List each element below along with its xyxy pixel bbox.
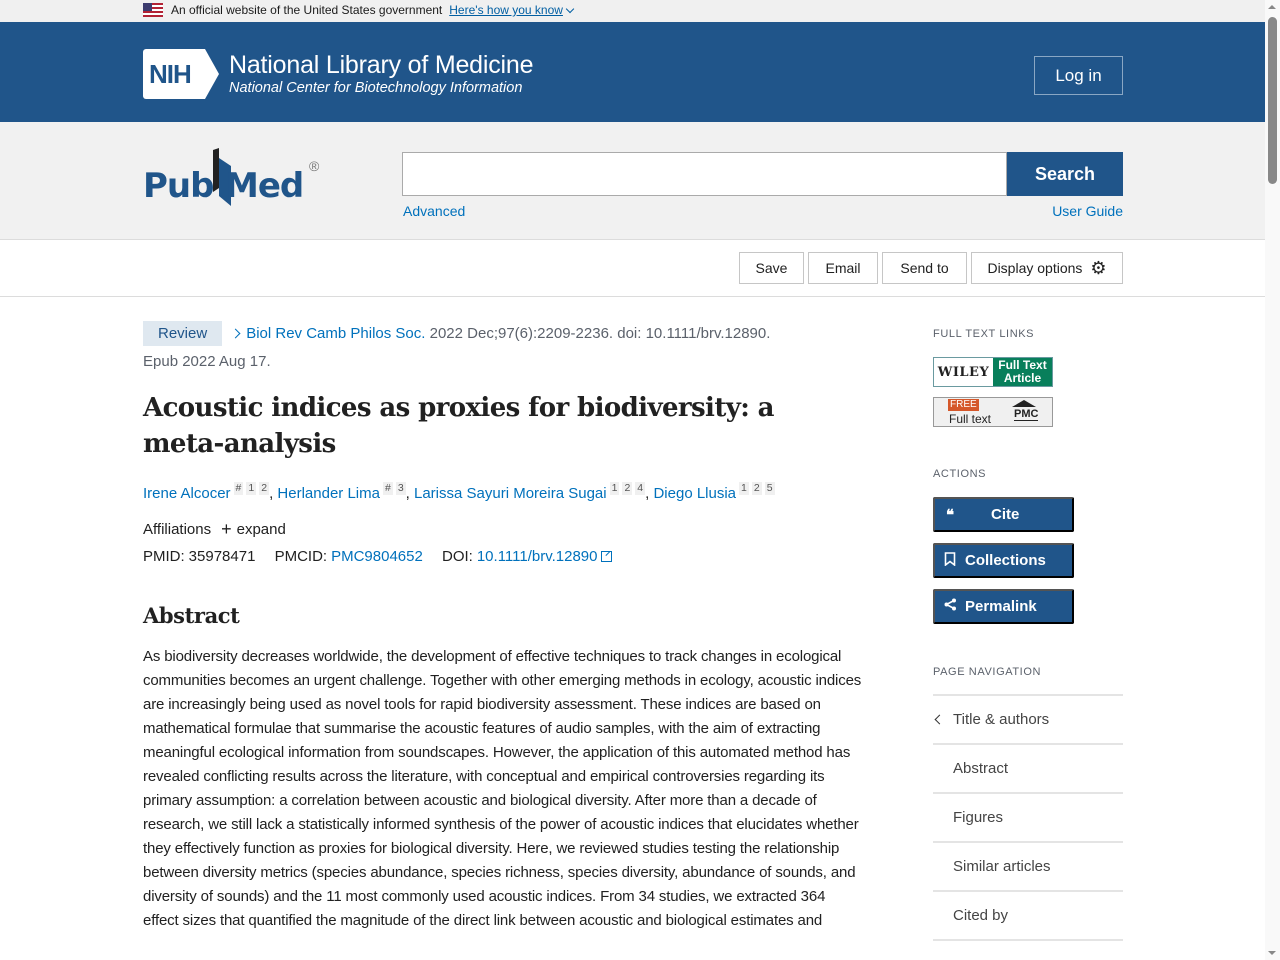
login-button[interactable]: Log in xyxy=(1034,56,1123,95)
affiliation-sup[interactable]: 1 xyxy=(741,482,747,494)
author-separator: , xyxy=(405,485,414,502)
article-title: Acoustic indices as proxies for biodiversity: a meta-analysis xyxy=(143,393,774,459)
permalink-label: Permalink xyxy=(965,598,1037,615)
page-navigation xyxy=(933,694,1123,959)
pmid-value: 35978471 xyxy=(188,548,256,565)
affiliation-sup[interactable]: 2 xyxy=(624,482,631,494)
display-options-label: Display options xyxy=(987,260,1083,276)
abstract-heading: Abstract xyxy=(143,603,240,628)
doi-link[interactable]: 10.1111/brv.12890 xyxy=(477,548,612,565)
search-area xyxy=(0,122,1265,240)
send-to-button[interactable]: Send to xyxy=(882,252,967,284)
affiliation-sup[interactable]: 2 xyxy=(261,482,268,494)
affiliation-sup[interactable]: 1 xyxy=(611,482,618,494)
nih-header xyxy=(0,22,1265,122)
affiliations-label: Affiliations xyxy=(143,520,212,538)
plus-icon: + xyxy=(221,519,232,539)
expand-label: expand xyxy=(236,520,286,538)
scroll-up-arrow-icon[interactable] xyxy=(1268,5,1276,9)
full-text-links-heading: FULL TEXT LINKS xyxy=(933,328,1035,340)
full-text-label: Full text xyxy=(949,412,992,426)
pmc-free-full-text-link[interactable] xyxy=(933,397,1053,427)
free-badge: FREE xyxy=(950,399,977,410)
abstract-text: As biodiversity decreases worldwide, the development of effective techniques to track changes in ecological communities becomes an urgent challenge. Together with other emerging methods in ecology, acoustic indices are increasingly being used as novel tools for rapid biodiversity assessment. These indices are based on mathematical formulae that summarise the acoustic features of audio samples, with the aim of extracting meaningful ecological information from soundscapes. However, the application of this automated method has revealed conflicting results across the literature, with conceptual and empirical controversies regarding its primary assumption: a correlation between acoustic and biological diversity. After more than a decade of research, we still lack a statistically informed synthesis of the power of acoustic indices that elucidates whether they effectively function as proxies for biological diversity. Here, we reviewed studies testing the relationship between diversity metrics (species abundance, species richness, species diversity, abundance of sounds, and diversity of sounds) and the 11 most commonly used acoustic indices. From 34 studies, we extracted 364 effect sizes that quantified the magnitude of the direct link between acoustic and biological estimates and xyxy=(143,648,862,929)
author-link[interactable]: Larissa Sayuri Moreira Sugai xyxy=(414,485,607,502)
page-nav-cited-by[interactable]: Cited by xyxy=(933,890,1123,939)
registered-mark: ® xyxy=(309,158,320,174)
cite-button[interactable] xyxy=(933,497,1074,532)
actions-heading: ACTIONS xyxy=(933,468,987,480)
us-flag-icon xyxy=(143,3,163,17)
affiliations-toggle[interactable] xyxy=(143,520,286,538)
scrollbar-thumb[interactable] xyxy=(1268,17,1277,184)
affiliation-sup[interactable]: 2 xyxy=(753,482,760,494)
quote-icon: ❝ xyxy=(945,506,955,524)
page-scrollbar[interactable] xyxy=(1265,0,1280,960)
nlm-title: National Library of Medicine xyxy=(229,51,534,79)
pubmed-logo-link[interactable] xyxy=(143,148,328,212)
search-button[interactable]: Search xyxy=(1007,152,1123,196)
display-options-button[interactable] xyxy=(971,252,1123,284)
chevron-left-icon xyxy=(935,715,945,725)
chevron-down-icon xyxy=(566,5,574,13)
scroll-down-arrow-icon[interactable] xyxy=(1268,951,1276,955)
wiley-line2: Article xyxy=(1003,371,1042,385)
author-link[interactable]: Irene Alcocer xyxy=(143,485,231,502)
chevron-right-icon xyxy=(231,329,241,339)
citation-line xyxy=(143,320,863,376)
gov-banner xyxy=(0,0,1265,22)
page-nav-abstract[interactable]: Abstract xyxy=(933,743,1123,792)
pmcid-label: PMCID: xyxy=(274,548,328,565)
affiliation-sup[interactable]: 4 xyxy=(637,482,644,494)
external-link-icon xyxy=(601,551,612,562)
page-nav-figures[interactable]: Figures xyxy=(933,792,1123,841)
ncbi-subtitle: National Center for Biotechnology Information xyxy=(229,80,523,96)
citation-details: 2022 Dec;97(6):2209-2236. doi: 10.1111/brv.12890. xyxy=(429,325,771,342)
gov-banner-text: An official website of the United States government xyxy=(171,3,443,17)
article-toolbar xyxy=(0,241,1265,297)
pmc-building-icon: PMC xyxy=(1007,400,1040,424)
user-guide-link[interactable]: User Guide xyxy=(1052,203,1123,219)
equal-contrib-sup[interactable]: # xyxy=(235,482,242,494)
page-nav-divider xyxy=(933,939,1123,959)
affiliation-sup[interactable]: 5 xyxy=(766,482,773,494)
author-list xyxy=(143,482,863,506)
share-icon xyxy=(935,598,965,615)
pubmed-logo-pub: Pub xyxy=(143,166,214,206)
heres-how-you-know-link[interactable]: Here's how you know xyxy=(449,3,573,17)
wiley-line1: Full Text xyxy=(998,358,1047,372)
email-button[interactable]: Email xyxy=(808,252,878,284)
collections-label: Collections xyxy=(965,552,1046,569)
author-separator: , xyxy=(645,485,654,502)
advanced-search-link[interactable]: Advanced xyxy=(403,203,466,219)
pubmed-logo-med: Med xyxy=(225,166,304,206)
search-input[interactable] xyxy=(402,152,1007,196)
pmcid-link[interactable]: PMC9804652 xyxy=(331,548,423,565)
bookmark-icon xyxy=(935,552,965,570)
epub-date: Epub 2022 Aug 17. xyxy=(143,353,271,370)
article-identifiers xyxy=(143,548,612,565)
nih-logo-icon: NIH xyxy=(143,49,205,99)
pmid-label: PMID: xyxy=(143,548,185,565)
affiliation-sup[interactable]: 3 xyxy=(397,482,404,494)
collections-button[interactable] xyxy=(933,543,1074,578)
doi-label: DOI: xyxy=(442,548,473,565)
permalink-button[interactable] xyxy=(933,589,1074,624)
nlm-logo-link[interactable] xyxy=(143,49,533,99)
affiliation-sup[interactable]: 1 xyxy=(248,482,255,494)
author-separator: , xyxy=(269,485,278,502)
cite-label: Cite xyxy=(991,506,1020,523)
equal-contrib-sup[interactable]: # xyxy=(384,482,391,494)
page-navigation-heading: PAGE NAVIGATION xyxy=(933,666,1042,678)
journal-link[interactable]: Biol Rev Camb Philos Soc. xyxy=(246,325,426,342)
page-nav-similar-articles[interactable]: Similar articles xyxy=(933,841,1123,890)
gear-icon: ⚙ xyxy=(1090,258,1107,278)
save-button[interactable]: Save xyxy=(739,252,804,284)
author-link[interactable]: Diego Llusia xyxy=(653,485,737,502)
page-nav-title-authors[interactable]: Title & authors xyxy=(933,694,1123,743)
author-link[interactable]: Herlander Lima xyxy=(277,485,380,502)
publication-type-badge: Review xyxy=(143,321,222,346)
wiley-logo: WILEY xyxy=(934,358,993,386)
wiley-full-text-link[interactable] xyxy=(933,357,1053,387)
